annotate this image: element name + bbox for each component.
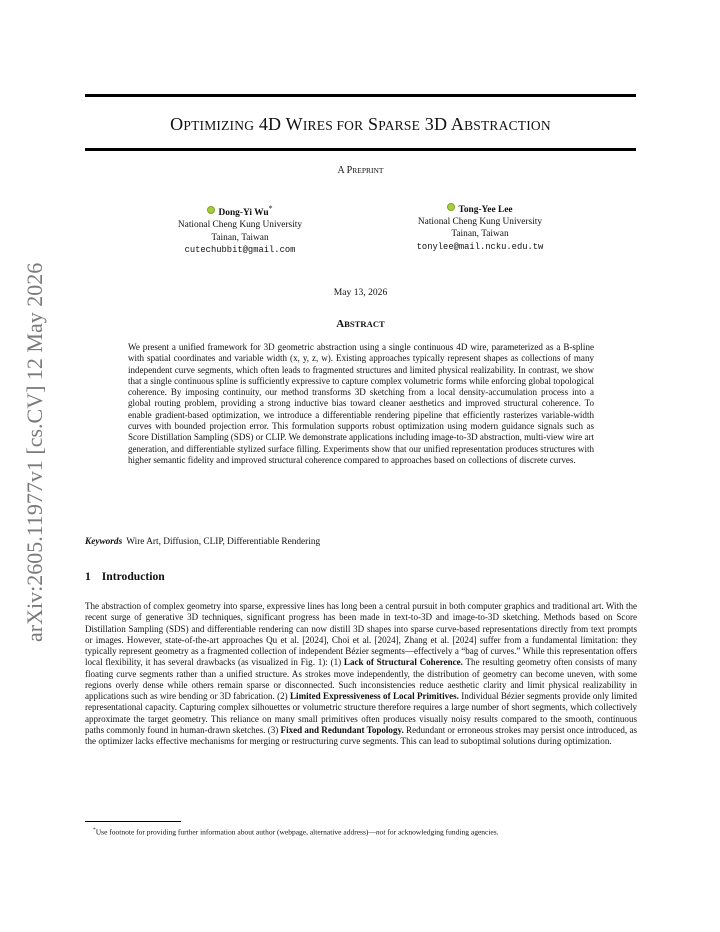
author-location: Tainan, Taiwan xyxy=(211,232,269,243)
footnote-rule xyxy=(85,821,181,822)
keywords-label: Keywords xyxy=(85,537,123,547)
abstract-text: We present a unified framework for 3D geometric abstraction using a single continuous 4D wire, parameterized as a B-spline with spatial coordinates and variable width (x, y, z, w). Existing approaches typically represent shapes as collections of many independent curve segments, which often leads to fragmented structures and limited physical realizability. In contrast, we show that a single continuous spline is sufficiently expressive to capture complex volumetric forms while enforcing global topological coherence. By imposing continuity, our method transforms 3D sketching from a local density-accumulation process into a global routing problem, providing a strong inductive bias toward cleaner aesthetics and improved structural coherence. To enable gradient-based optimization, we introduce a differentiable rendering pipeline that efficiently rasterizes variable-width curves with bounded projection error. This formulation supports robust optimization using modern guidance signals such as Score Distillation Sampling (SDS) or CLIP. We demonstrate applications including image-to-3D abstraction, multi-view wire art generation, and differentiable stylized surface filling. Experiments show that our unified representation produces structures with higher semantic fidelity and improved structural coherence compared to approaches based on collections of discrete curves. xyxy=(128,342,594,465)
keywords-line xyxy=(85,537,636,547)
arxiv-identifier: arXiv:2605.11977v1 [cs.CV] 12 May 2026 xyxy=(22,262,47,642)
author-location: Tainan, Taiwan xyxy=(451,229,509,240)
abstract-heading: ABSTRACT xyxy=(336,318,385,330)
author-block-2 xyxy=(350,203,610,253)
orcid-icon[interactable] xyxy=(207,206,215,214)
section-heading xyxy=(85,570,165,583)
author-block-1: Dong-Yi Wu* National Cheng Kung University Tainan, Taiwan cutechubbit@gmail.com xyxy=(110,203,370,256)
paper-title: OPTIMIZING 4D WIRES FOR SPARSE 3D ABSTRACTION xyxy=(170,114,551,134)
publication-date: May 13, 2026 xyxy=(333,287,388,298)
preprint-label: A PREPRINT xyxy=(337,165,384,176)
orcid-icon[interactable] xyxy=(447,203,455,211)
drawback-1-heading: Lack of Structural Coherence. xyxy=(343,657,463,668)
title-top-rule xyxy=(85,94,636,97)
keywords-text: Wire Art, Diffusion, CLIP, Differentiable Rendering xyxy=(126,537,321,547)
introduction-paragraph: The abstraction of complex geometry into sparse, expressive lines has long been a central pursuit in both computer graphics and traditional art. With the recent surge of generative 3D techniques, significant progress has been made in text-to-3D and image-to-3D sketching. Methods based on Score Distillation Sampling (SDS) and differentiable rendering can now distill 3D shapes into sparse curve-based representations directly from text prompts or images. However, state-of-the-art approaches Qu et al. [2024], Choi et al. [2024], Zhang et al. [2024] suffer from a fundamental limitation: they typically represent geometry as a fragmented collection of independent Bézier segments—effectively a “bag of curves.” While this representation offers local flexibility, it has several drawbacks (as visualized in Fig. 1): (1) Lack of Structural Coherence. The resulting geometry often consists of many floating curve segments rather than a unified structure. As strokes move independently, the distribution of geometry can become uneven, with some regions overly dense while others remain sparse or disconnected. Such inconsistencies reduce aesthetic clarity and limit physical realizability in applications such as wire bending or 3D fabrication. (2) Limited Expressiveness of Local Primitives. Individual Bézier segments provide only limited representational capacity. Capturing complex silhouettes or volumetric structure therefore requires a large number of short segments, which collectively approximate the target geometry. This reliance on many small primitives often produces visually noisy results compared to the smooth, continuous paths commonly found in human-drawn sketches. (3) Fixed and Redundant Topology. Redundant or erroneous strokes may persist once introduced, as the optimizer lacks effective mechanisms for merging or restructuring curve segments. This can lead to suboptimal solutions during optimization. xyxy=(85,601,637,746)
author-affiliation: National Cheng Kung University xyxy=(177,220,303,231)
drawback-2-heading: Limited Expressiveness of Local Primitives. xyxy=(290,691,459,701)
drawback-3-heading: Fixed and Redundant Topology. xyxy=(280,724,404,735)
section-title: Introduction xyxy=(101,570,165,583)
author-name: Tong-Yee Lee xyxy=(458,205,513,215)
author-name: Dong-Yi Wu xyxy=(218,208,269,219)
author-email[interactable]: tonylee@mail.ncku.edu.tw xyxy=(416,241,544,252)
title-bottom-rule xyxy=(85,148,636,151)
footnote: *Use footnote for providing further information about author (webpage, alternative address)—not for acknowledging funding agencies. xyxy=(93,827,499,837)
author-email[interactable]: cutechubbit@gmail.com xyxy=(184,244,296,255)
author-affiliation: National Cheng Kung University xyxy=(417,217,543,228)
section-number: 1 xyxy=(85,570,91,583)
